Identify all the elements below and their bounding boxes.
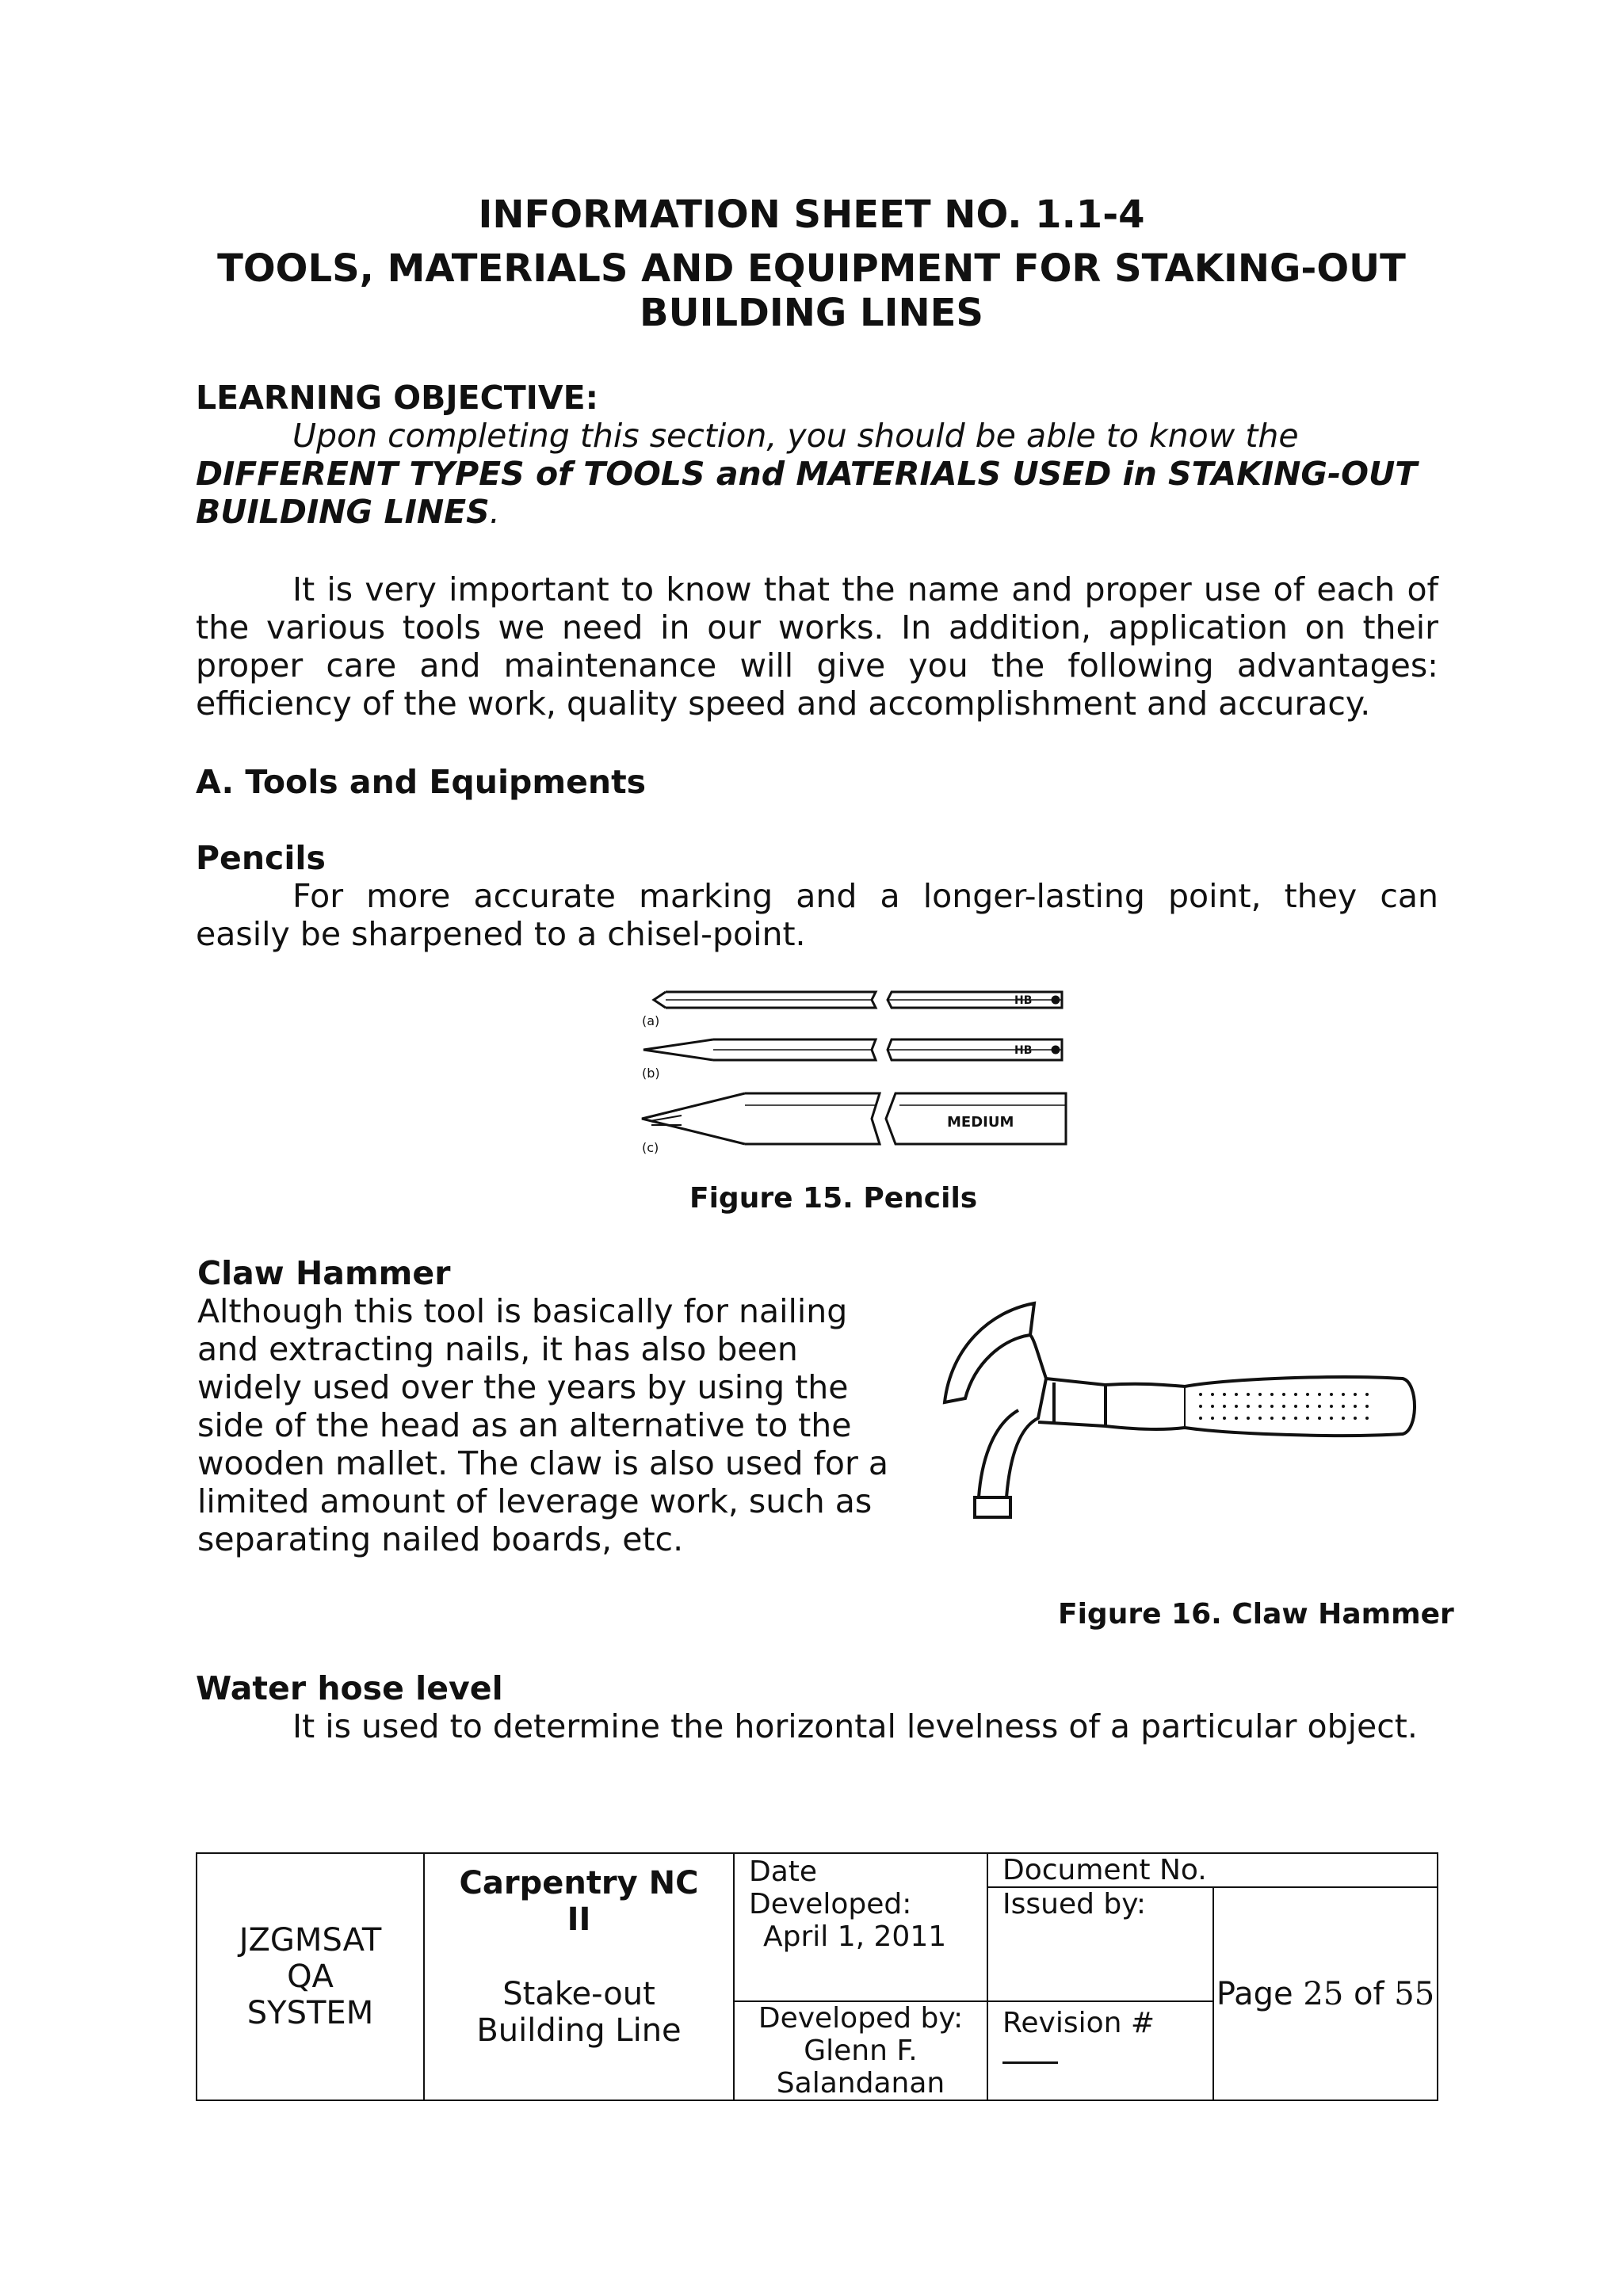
objective-emphasis1: DIFFERENT TYPES of TOOLS and MATERIALS USED in STAKING-OUT <box>196 455 1418 493</box>
intro-paragraph: It is very important to know that the name and proper use of each of the various tools we need in our works. In addition, application on their proper care and maintenance will give you the following advantages: efficiency of the work, quality speed and accomplishment and accuracy. <box>196 570 1438 723</box>
sheet-number-title: INFORMATION SHEET NO. 1.1-4 <box>478 193 1145 237</box>
footer-date-cell: Date Developed: April 1, 2011 <box>734 1853 987 2001</box>
objective-emphasis2: BUILDING LINES <box>196 493 490 531</box>
footer-course-cell: Carpentry NC II Stake-out Building Line <box>424 1853 734 2100</box>
document-footer-table <box>196 1852 1438 2101</box>
sheet-title-line1: TOOLS, MATERIALS AND EQUIPMENT FOR STAKING-OUT <box>217 246 1406 291</box>
footer-revision: Revision # <box>987 2001 1213 2100</box>
footer-org-cell: JZGMSAT QA SYSTEM <box>197 1853 424 2100</box>
pencils-paragraph: For more accurate marking and a longer-lasting point, they can easily be sharpened to a chisel-point. <box>196 877 1438 953</box>
figure-16-caption: Figure 16. Claw Hammer <box>1058 1598 1454 1630</box>
objective-text: Upon completing this section, you should be able to know the DIFFERENT TYPES of TOOLS and MATERIALS USED in STAKING-OUT BUILDING LINES. <box>196 417 1438 531</box>
footer-developer-cell: Developed by: Glenn F. Salandanan <box>734 2001 987 2100</box>
sheet-title-line2: BUILDING LINES <box>640 291 983 335</box>
footer-document-number: Document No. <box>987 1853 1438 1887</box>
claw-hammer-heading: Claw Hammer <box>197 1254 451 1292</box>
pencil-label-c: (c) <box>642 1140 659 1155</box>
pencil-grade-b: HB <box>1014 1044 1033 1057</box>
objective-heading: LEARNING OBJECTIVE: <box>196 379 599 417</box>
pencils-heading: Pencils <box>196 839 326 877</box>
claw-hammer-paragraph: Although this tool is basically for nailing and extracting nails, it has also been widely used over the years by using the side of the head as an alternative to the wooden mallet. The claw is also used for a limited amount of leverage work, such as separating nailed boards, etc. <box>197 1292 889 1558</box>
pencil-grade-c: MEDIUM <box>947 1114 1014 1131</box>
section-a-heading: A. Tools and Equipments <box>196 763 647 801</box>
water-hose-level-heading: Water hose level <box>196 1669 503 1707</box>
pencil-label-a: (a) <box>642 1013 660 1028</box>
pencil-label-b: (b) <box>642 1066 660 1081</box>
figure-15-caption: Figure 15. Pencils <box>689 1182 978 1215</box>
pencil-grade-a: HB <box>1014 994 1033 1007</box>
claw-hammer-figure <box>927 1291 1434 1529</box>
water-hose-level-paragraph: It is used to determine the horizontal levelness of a particular object. <box>292 1707 1418 1745</box>
pencils-figure <box>634 974 1078 1157</box>
objective-line1: Upon completing this section, you should be able to know the <box>292 417 1299 455</box>
footer-issued-by: Issued by: <box>987 1887 1213 2001</box>
footer-page-number: Page 25 of 55 <box>1213 1887 1438 2100</box>
